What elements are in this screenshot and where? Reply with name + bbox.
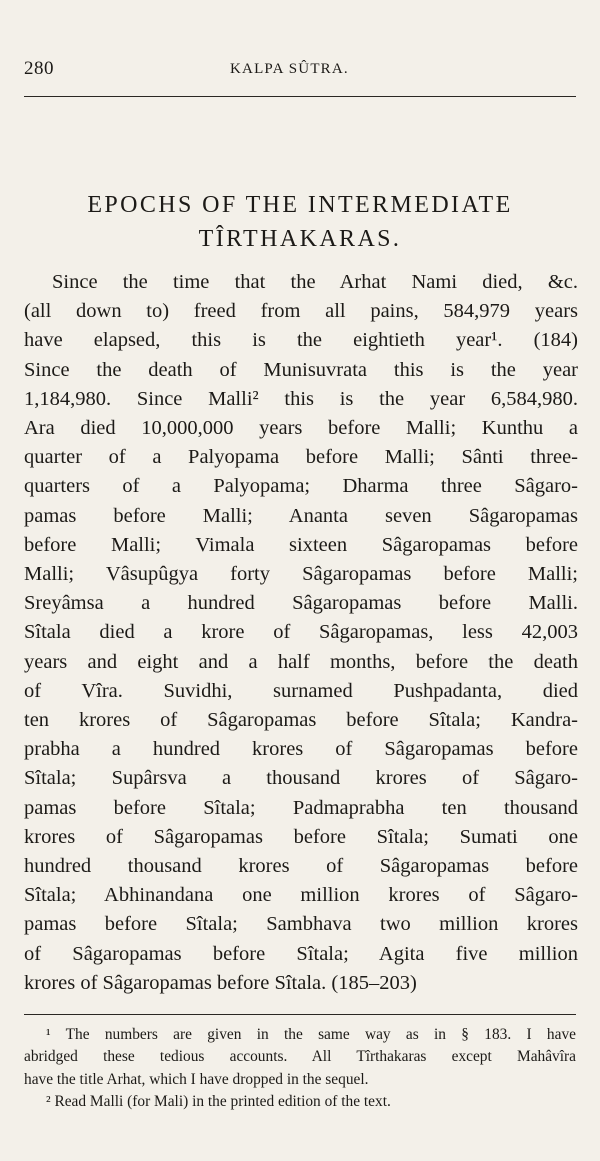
footnote-1-line: have the title Arhat, which I have dropped in the sequel.	[24, 1070, 369, 1088]
body-line: krores of Sâgaropamas before Sîtala. (185–203)	[24, 971, 417, 994]
footnote-1-line: abridged these tedious accounts. All Tîrthakaras except Mahâvîra	[24, 1048, 576, 1066]
running-title: KALPA SÛTRA.	[230, 61, 349, 77]
body-line: Sîtala died a krore of Sâgaropamas, less 42,003	[24, 621, 578, 644]
body-line: of Vîra. Suvidhi, surnamed Pushpadanta, died	[24, 679, 578, 702]
body-line: Since the time that the Arhat Nami died, &c.	[52, 271, 578, 293]
body-paragraph	[24, 268, 578, 998]
body-line: 1,184,980. Since Malli² this is the year 6,584,980.	[24, 387, 578, 410]
body-line: years and eight and a half months, before the death	[24, 650, 578, 673]
body-line: Ara died 10,000,000 years before Malli; Kunthu a	[24, 417, 578, 440]
header-rule	[24, 96, 576, 97]
body-line: Sîtala; Supârsva a thousand krores of Sâgaro-	[24, 767, 578, 790]
section-heading	[24, 188, 576, 256]
footnote-rule	[24, 1014, 576, 1015]
body-line: pamas before Sîtala; Padmaprabha ten thousand	[24, 796, 578, 819]
body-line: quarters of a Palyopama; Dharma three Sâgaro-	[24, 475, 578, 498]
running-head	[24, 58, 576, 82]
page-number: 280	[24, 58, 54, 79]
body-line: Sîtala; Abhinandana one million krores of Sâgaro-	[24, 884, 578, 907]
body-line: Malli; Vâsupûgya forty Sâgaropamas before Malli;	[24, 563, 578, 586]
body-line: ten krores of Sâgaropamas before Sîtala; Kandra-	[24, 709, 578, 732]
body-line: pamas before Malli; Ananta seven Sâgaropamas	[24, 504, 578, 527]
section-heading-line-1: EPOCHS OF THE INTERMEDIATE	[87, 192, 513, 218]
body-line: have elapsed, this is the eightieth year¹. (184)	[24, 329, 578, 352]
body-line: krores of Sâgaropamas before Sîtala; Sumati one	[24, 825, 578, 848]
body-line: hundred thousand krores of Sâgaropamas before	[24, 855, 578, 878]
body-line: (all down to) freed from all pains, 584,979 years	[24, 300, 578, 323]
body-line: Since the death of Munisuvrata this is the year	[24, 358, 578, 381]
body-line: before Malli; Vimala sixteen Sâgaropamas before	[24, 533, 578, 556]
footnote-1-line: ¹ The numbers are given in the same way as in § 183. I have	[46, 1026, 576, 1043]
body-line: pamas before Sîtala; Sambhava two million krores	[24, 913, 578, 936]
body-line: of Sâgaropamas before Sîtala; Agita five million	[24, 942, 578, 965]
body-line: quarter of a Palyopama before Malli; Sânti three-	[24, 446, 578, 469]
footnote-2: ² Read Malli (for Mali) in the printed edition of the text.	[46, 1092, 391, 1110]
body-line: Sreyâmsa a hundred Sâgaropamas before Malli.	[24, 592, 578, 615]
footnotes	[24, 1024, 576, 1113]
section-heading-line-2: TÎRTHAKARAS.	[198, 226, 402, 252]
body-line: prabha a hundred krores of Sâgaropamas before	[24, 738, 578, 761]
